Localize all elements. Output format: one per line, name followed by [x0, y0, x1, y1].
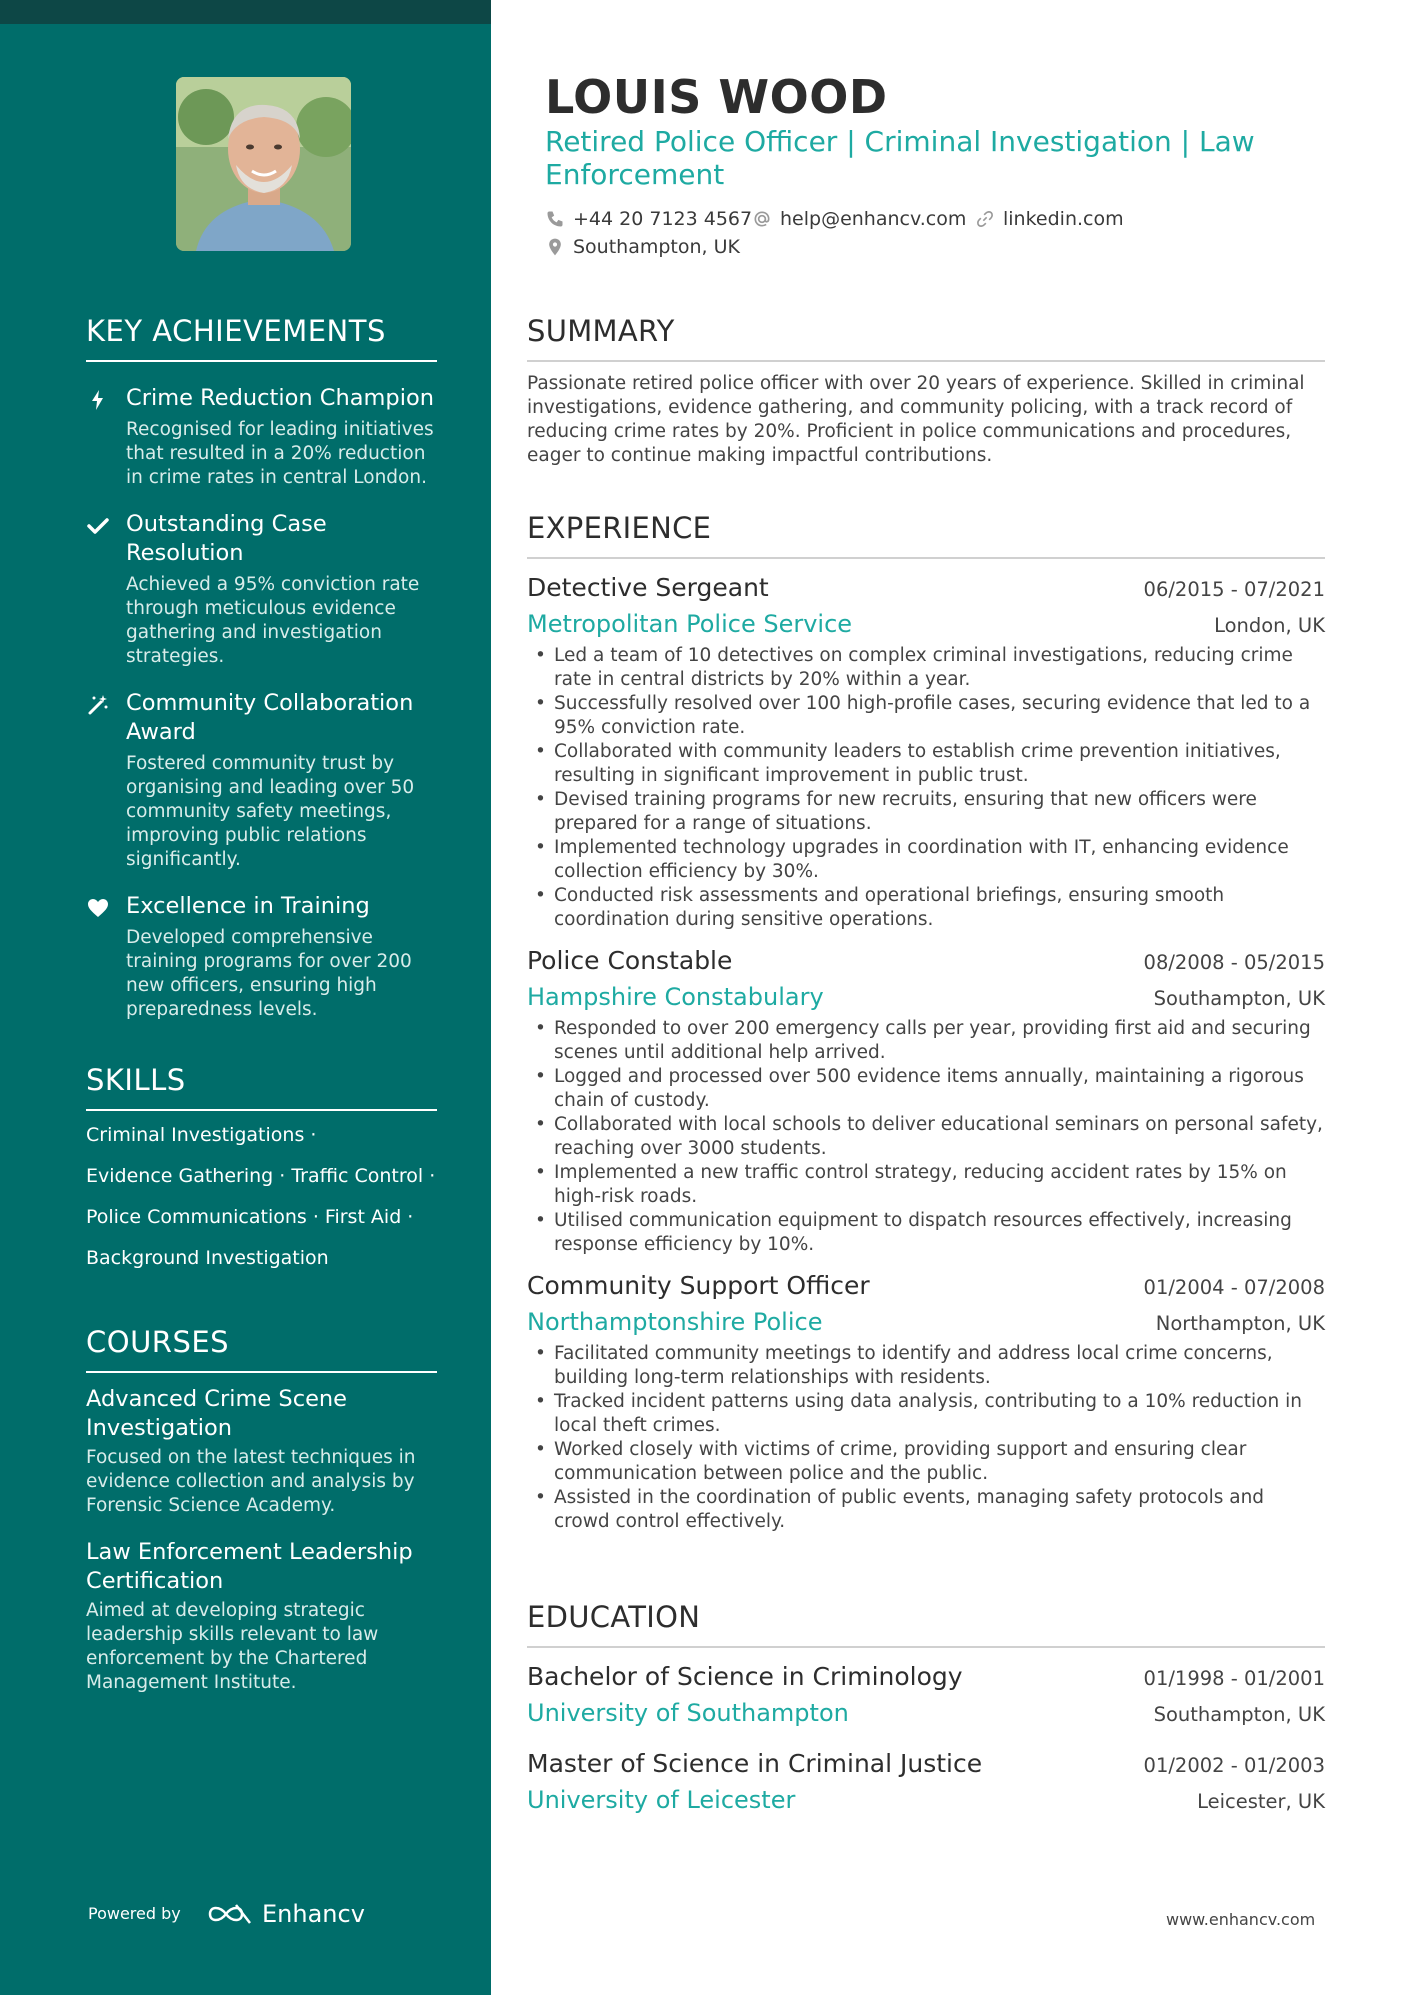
job-location: Southampton, UK: [1153, 987, 1325, 1010]
job-bullets: [527, 1342, 1325, 1534]
summary-section: [527, 314, 1325, 468]
link-icon: [975, 209, 995, 229]
location-contact: [545, 236, 740, 258]
course-title: Advanced Crime Scene Investigation: [86, 1386, 348, 1441]
bullet-item: • Collaborated with local schools to deliver educational seminars on personal safety, reaching over 3000 students.: [527, 1113, 1325, 1161]
skills-line: Background Investigation: [86, 1247, 329, 1269]
bullet-item: • Responded to over 200 emergency calls per year, providing first aid and securing scenes until additional help arrived.: [527, 1017, 1325, 1065]
job-location: London, UK: [1214, 614, 1325, 637]
bullet-item: • Worked closely with victims of crime, providing support and ensuring clear communication between police and the public.: [527, 1438, 1325, 1486]
education-heading: EDUCATION: [527, 1600, 1325, 1648]
degree-title: Bachelor of Science in Criminology: [527, 1662, 963, 1691]
experience-item: [527, 573, 1325, 932]
achievement-item: [86, 510, 437, 669]
bullet-item: • Led a team of 10 detectives on complex criminal investigations, reducing crime rate in central districts by 20% within a year.: [527, 644, 1325, 692]
summary-text: Passionate retired police officer with over 20 years of experience. Skilled in criminal investigations, evidence gathering, and community policing, with a track record of reducing crime rates by 20%. Proficient in police communications and procedures, eager to continue making impactful contributions.: [527, 373, 1305, 466]
bullet-item: • Assisted in the coordination of public events, managing safety protocols and crowd control effectively.: [527, 1486, 1325, 1534]
powered-by-label: Powered by: [88, 1904, 181, 1923]
company-name: Hampshire Constabulary: [527, 983, 824, 1011]
enhancv-logo[interactable]: [206, 1900, 365, 1928]
sidebar-top-bar: [0, 0, 491, 24]
achievement-title: Outstanding Case Resolution: [126, 511, 327, 566]
education-item: [527, 1662, 1325, 1727]
footer-website-link[interactable]: www.enhancv.com: [1166, 1910, 1316, 1929]
checkmark-icon: [86, 514, 110, 538]
heart-icon: [86, 896, 110, 920]
school-location: Leicester, UK: [1197, 1790, 1325, 1813]
job-title: Detective Sergeant: [527, 573, 769, 602]
job-dates: 08/2008 - 05/2015: [1143, 951, 1325, 974]
job-bullets: [527, 644, 1325, 932]
linkedin-url[interactable]: linkedin.com: [1003, 208, 1124, 230]
key-achievements-heading: KEY ACHIEVEMENTS: [86, 314, 437, 362]
email-contact[interactable]: [752, 208, 966, 230]
phone-contact: [545, 208, 752, 230]
bullet-item: • Conducted risk assessments and operational briefings, ensuring smooth coordination during sensitive operations.: [527, 884, 1325, 932]
courses-section: [86, 1325, 437, 1695]
achievement-description: Achieved a 95% conviction rate through meticulous evidence gathering and investigation strategies.: [126, 574, 420, 667]
experience-item: [527, 1271, 1325, 1534]
candidate-title: Retired Police Officer | Criminal Investigation | Law Enforcement: [545, 125, 1255, 191]
location-text: Southampton, UK: [573, 236, 740, 258]
bullet-item: • Implemented a new traffic control strategy, reducing accident rates by 15% on high-risk roads.: [527, 1161, 1325, 1209]
achievement-item: [86, 384, 437, 490]
job-dates: 06/2015 - 07/2021: [1143, 578, 1325, 601]
achievement-title: Community Collaboration Award: [126, 690, 414, 745]
school-location: Southampton, UK: [1153, 1703, 1325, 1726]
sidebar: [0, 0, 491, 1995]
location-pin-icon: [545, 237, 565, 257]
bullet-item: • Tracked incident patterns using data analysis, contributing to a 10% reduction in local theft crimes.: [527, 1390, 1325, 1438]
linkedin-contact[interactable]: [975, 208, 1124, 230]
profile-photo: [176, 77, 351, 251]
job-bullets: [527, 1017, 1325, 1257]
achievement-title: Crime Reduction Champion: [126, 385, 434, 411]
education-dates: 01/2002 - 01/2003: [1143, 1754, 1325, 1777]
key-achievements-section: [86, 314, 437, 1022]
bullet-item: • Devised training programs for new recruits, ensuring that new officers were prepared for a range of situations.: [527, 788, 1325, 836]
at-sign-icon: [752, 209, 772, 229]
company-name: Northamptonshire Police: [527, 1308, 823, 1336]
lightning-icon: [86, 388, 110, 412]
experience-section: [527, 511, 1325, 1534]
bullet-item: • Facilitated community meetings to identify and address local crime concerns, building long-term relationships with residents.: [527, 1342, 1325, 1390]
job-location: Northampton, UK: [1155, 1312, 1325, 1335]
candidate-name: LOUIS WOOD: [545, 70, 888, 124]
experience-item: [527, 946, 1325, 1257]
skills-line: Criminal Investigations ·: [86, 1124, 317, 1146]
skills-heading: SKILLS: [86, 1063, 437, 1111]
enhancv-logo-icon: [206, 1901, 254, 1927]
phone-icon: [545, 209, 565, 229]
job-title: Community Support Officer: [527, 1271, 870, 1300]
experience-heading: EXPERIENCE: [527, 511, 1325, 559]
company-name: Metropolitan Police Service: [527, 610, 853, 638]
job-title: Police Constable: [527, 946, 733, 975]
course-description: Focused on the latest techniques in evidence collection and analysis by Forensic Science Academy.: [86, 1447, 416, 1516]
education-dates: 01/1998 - 01/2001: [1143, 1667, 1325, 1690]
achievement-item: [86, 689, 437, 872]
school-name: University of Leicester: [527, 1786, 796, 1814]
skills-section: [86, 1063, 437, 1279]
achievement-description: Developed comprehensive training programs for over 200 new officers, ensuring high preparedness levels.: [126, 927, 412, 1020]
bullet-item: • Logged and processed over 500 evidence items annually, maintaining a rigorous chain of custody.: [527, 1065, 1325, 1113]
school-name: University of Southampton: [527, 1699, 849, 1727]
achievement-title: Excellence in Training: [126, 893, 370, 919]
email-address[interactable]: help@enhancv.com: [780, 208, 967, 230]
courses-heading: COURSES: [86, 1325, 437, 1373]
education-section: [527, 1600, 1325, 1814]
achievement-item: [86, 892, 437, 1022]
achievement-description: Recognised for leading initiatives that resulted in a 20% reduction in crime rates in central London.: [126, 419, 434, 488]
achievement-description: Fostered community trust by organising and leading over 50 community safety meetings, improving public relations significantly.: [126, 753, 415, 870]
degree-title: Master of Science in Criminal Justice: [527, 1749, 983, 1778]
bullet-item: • Utilised communication equipment to dispatch resources effectively, increasing response efficiency by 10%.: [527, 1209, 1325, 1257]
course-item: [86, 1538, 437, 1695]
job-dates: 01/2004 - 07/2008: [1143, 1276, 1325, 1299]
education-item: [527, 1749, 1325, 1814]
magic-wand-icon: [86, 693, 110, 717]
bullet-item: • Successfully resolved over 100 high-profile cases, securing evidence that led to a 95% conviction rate.: [527, 692, 1325, 740]
skills-line: Police Communications · First Aid ·: [86, 1206, 414, 1228]
bullet-item: • Implemented technology upgrades in coordination with IT, enhancing evidence collection efficiency by 30%.: [527, 836, 1325, 884]
course-title: Law Enforcement Leadership Certification: [86, 1539, 413, 1594]
summary-heading: SUMMARY: [527, 314, 1325, 362]
enhancv-brand-name: Enhancv: [262, 1900, 365, 1928]
phone-number: +44 20 7123 4567: [573, 208, 753, 230]
course-item: [86, 1385, 437, 1518]
course-description: Aimed at developing strategic leadership skills relevant to law enforcement by the Chartered Management Institute.: [86, 1600, 379, 1693]
skills-line: Evidence Gathering · Traffic Control ·: [86, 1165, 436, 1187]
bullet-item: • Collaborated with community leaders to establish crime prevention initiatives, resulting in significant improvement in public trust.: [527, 740, 1325, 788]
